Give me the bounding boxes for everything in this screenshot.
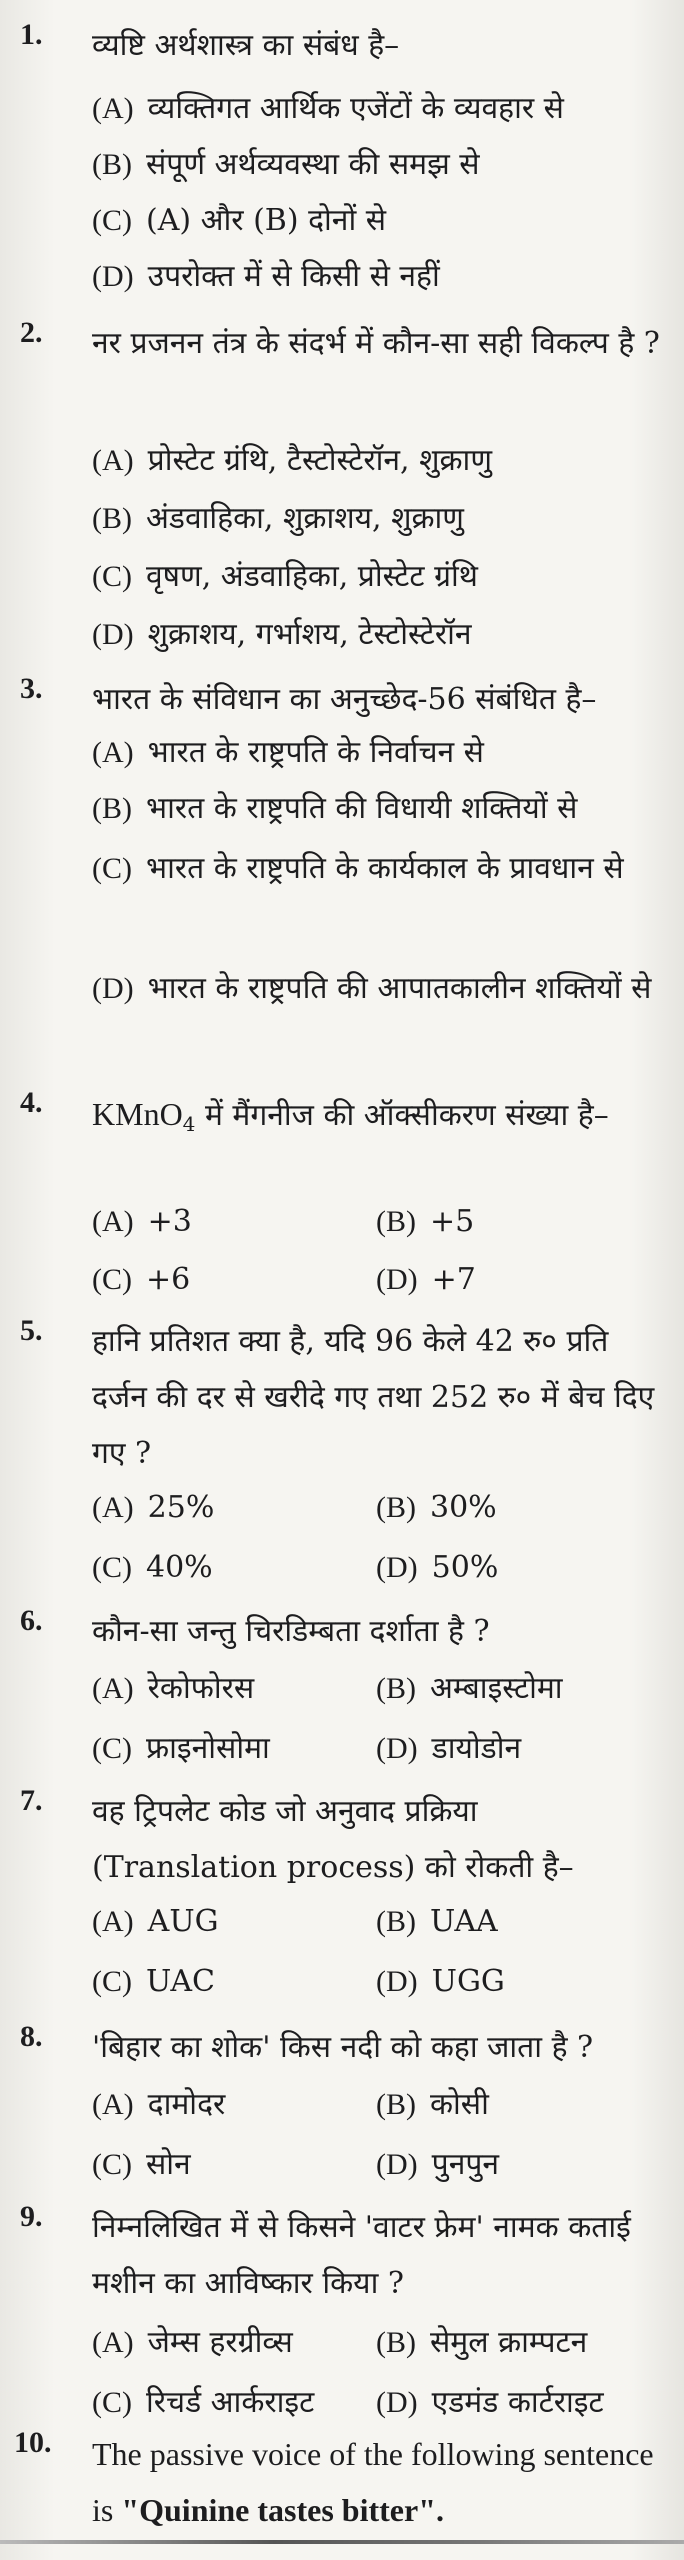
question-number: 7. xyxy=(20,1784,43,1817)
option-b[interactable]: (B) कोसी xyxy=(376,2087,489,2122)
option-d[interactable]: (D) डायोडोन xyxy=(376,1731,522,1766)
question-number: 2. xyxy=(20,316,43,349)
option-c[interactable]: (C) रिचर्ड आर्कराइट xyxy=(92,2385,315,2420)
option-a[interactable]: (A) दामोदर xyxy=(92,2087,226,2122)
question-number: 6. xyxy=(20,1604,43,1637)
option-d[interactable]: (D) शुक्राशय, गर्भाशय, टेस्टोस्टेरॉन xyxy=(92,617,472,652)
option-c[interactable]: (C) सोन xyxy=(92,2147,191,2182)
option-b[interactable]: (B) अंडवाहिका, शुक्राशय, शुक्राणु xyxy=(92,501,464,536)
question-number: 9. xyxy=(20,2200,43,2233)
question-text: वह ट्रिपलेट कोड जो अनुवाद प्रक्रिया (Translation process) को रोकती है– xyxy=(92,1794,574,1885)
option-c[interactable]: (C) भारत के राष्ट्रपति के कार्यकाल के प्रावधान से xyxy=(92,851,624,886)
option-c[interactable]: (C) 40% xyxy=(92,1550,213,1585)
question-text: 'बिहार का शोक' किस नदी को कहा जाता है ? xyxy=(92,2030,594,2065)
option-a[interactable]: (A) जेम्स हरग्रीव्स xyxy=(92,2325,293,2360)
option-d[interactable]: (D) एडमंड कार्टराइट xyxy=(376,2385,604,2420)
option-a[interactable]: (A) प्रोस्टेट ग्रंथि, टैस्टोस्टेरॉन, शुक्राणु xyxy=(92,443,493,478)
question-number: 4. xyxy=(20,1086,43,1119)
option-a[interactable]: (A) +3 xyxy=(92,1204,192,1239)
option-b[interactable]: (B) अम्बाइस्टोमा xyxy=(376,1671,563,1706)
question-number: 1. xyxy=(20,18,43,51)
option-a[interactable]: (A) AUG xyxy=(92,1904,219,1939)
option-a[interactable]: (A) 25% xyxy=(92,1490,215,1525)
option-c[interactable]: (C) UAC xyxy=(92,1964,215,1999)
option-c[interactable]: (C) फ्राइनोसोमा xyxy=(92,1731,270,1766)
option-c[interactable]: (C) (A) और (B) दोनों से xyxy=(92,203,387,238)
option-d[interactable]: (D) पुनपुन xyxy=(376,2147,500,2182)
question-text: निम्नलिखित में से किसने 'वाटर फ्रेम' नामक कताई मशीन का आविष्कार किया ? xyxy=(92,2210,631,2301)
option-d[interactable]: (D) 50% xyxy=(376,1550,499,1585)
question-text: नर प्रजनन तंत्र के संदर्भ में कौन-सा सही विकल्प है ? xyxy=(92,326,660,361)
option-d[interactable]: (D) भारत के राष्ट्रपति की आपातकालीन शक्तियों से xyxy=(92,971,652,1006)
option-d[interactable]: (D) +7 xyxy=(376,1262,476,1297)
option-a[interactable]: (A) व्यक्तिगत आर्थिक एजेंटों के व्यवहार से xyxy=(92,91,564,126)
page-bottom-edge xyxy=(0,2540,684,2544)
question-number: 5. xyxy=(20,1314,43,1347)
question-number: 3. xyxy=(20,672,43,705)
question-number: 10. xyxy=(14,2426,52,2459)
question-text: The passive voice of the following sentence is "Quinine tastes bitter". xyxy=(92,2436,654,2528)
option-d[interactable]: (D) UGG xyxy=(376,1964,505,1999)
question-text: हानि प्रतिशत क्या है, यदि 96 केले 42 रु० प्रति दर्जन की दर से खरीदे गए तथा 252 रु० में बेच दिए गए ? xyxy=(92,1324,655,1471)
question-text: भारत के संविधान का अनुच्छेद-56 संबंधित है– xyxy=(92,682,597,717)
option-b[interactable]: (B) +5 xyxy=(376,1204,475,1239)
question-text: व्यष्टि अर्थशास्त्र का संबंध है– xyxy=(92,28,400,63)
option-a[interactable]: (A) रेकोफोरस xyxy=(92,1671,255,1706)
question-number: 8. xyxy=(20,2020,43,2053)
option-b[interactable]: (B) संपूर्ण अर्थव्यवस्था की समझ से xyxy=(92,147,480,182)
option-a[interactable]: (A) भारत के राष्ट्रपति के निर्वाचन से xyxy=(92,735,484,770)
option-d[interactable]: (D) उपरोक्त में से किसी से नहीं xyxy=(92,259,440,294)
option-b[interactable]: (B) UAA xyxy=(376,1904,498,1939)
option-b[interactable]: (B) 30% xyxy=(376,1490,497,1525)
option-c[interactable]: (C) वृषण, अंडवाहिका, प्रोस्टेट ग्रंथि xyxy=(92,559,478,594)
question-text: KMnO$_4$ में मैंगनीज की ऑक्सीकरण संख्या है– xyxy=(92,1096,609,1136)
option-b[interactable]: (B) भारत के राष्ट्रपति की विधायी शक्तियों से xyxy=(92,791,578,826)
option-b[interactable]: (B) सेमुल क्राम्पटन xyxy=(376,2325,588,2360)
option-c[interactable]: (C) +6 xyxy=(92,1262,191,1297)
question-text: कौन-सा जन्तु चिरडिम्बता दर्शाता है ? xyxy=(92,1614,490,1649)
